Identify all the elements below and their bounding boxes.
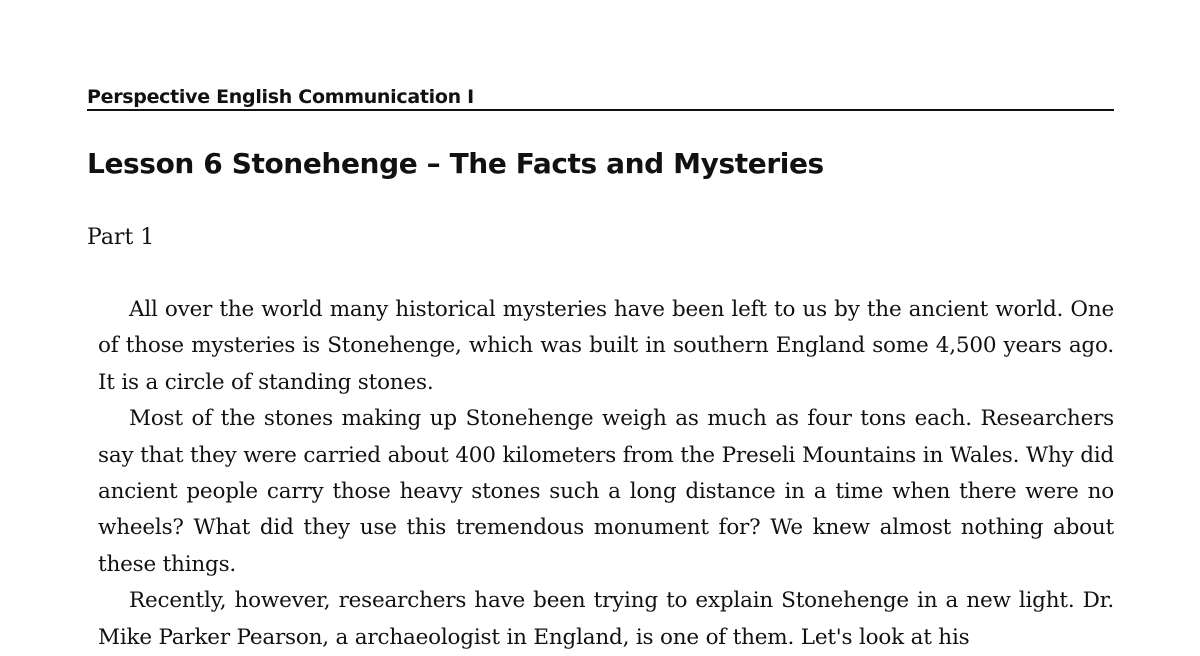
document-header bbox=[87, 86, 1114, 111]
paragraph-2: Most of the stones making up Stonehenge weigh as much as four tons each. Researchers say that they were carried about 400 kilometers from the Preseli Mountains in Wales. Why did ancient people carry those heavy stones such a long distance in a time when there were no wheels? What did they use this tremendous monument for? We knew almost nothing about these things. bbox=[98, 406, 1114, 577]
course-title: Perspective English Communication I bbox=[87, 86, 474, 108]
paragraph-3: Recently, however, researchers have been trying to explain Stonehenge in a new light. Dr. Mike Parker Pearson, a archaeologist in England, is one of them. Let's look at his bbox=[98, 588, 1114, 650]
body-text bbox=[98, 292, 1114, 656]
part-label: Part 1 bbox=[87, 225, 155, 250]
paragraph-1: All over the world many historical mysteries have been left to us by the ancient world. One of those mysteries is Stonehenge, which was built in southern England some 4,500 years ago. It is a circle of standing stones. bbox=[98, 297, 1114, 395]
lesson-title: Lesson 6 Stonehenge – The Facts and Mysteries bbox=[87, 147, 824, 180]
